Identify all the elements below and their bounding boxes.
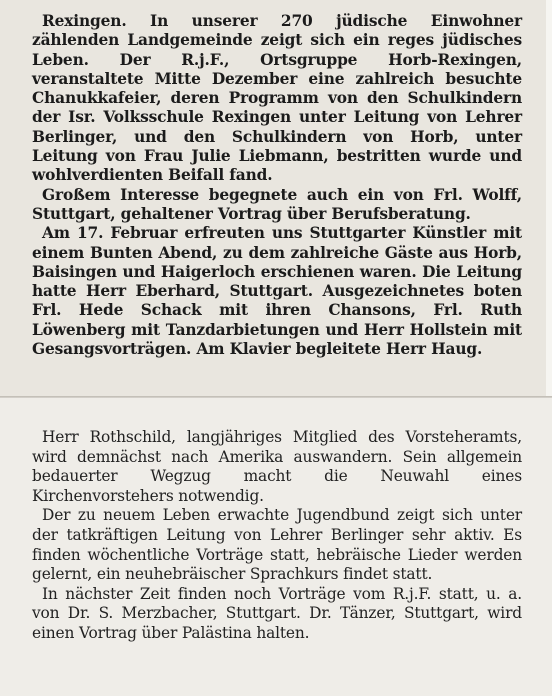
article-paragraph: Großem Interesse begegnete auch ein von Frl. Wolff, Stuttgart, gehaltener Vortrag über Berufsberatung. (32, 185, 522, 223)
article-paragraph: In nächster Zeit finden noch Vorträge vom R.j.F. statt, u. a. von Dr. S. Merzbacher, Stuttgart. Dr. Tänzer, Stuttgart, wird einen Vortrag über Palästina halten. (32, 584, 522, 642)
article-paragraph: Am 17. Februar erfreuten uns Stuttgarter Künstler mit einem Bunten Abend, zu dem zahlreiche Gäste aus Horb, Baisingen und Haigerloch erschienen waren. Die Leitung hatte Herr Eberhard, Stuttgart. Ausgezeichnetes boten Frl. Hede Schack mit ihren Chansons, Frl. Ruth Löwenberg mit Tanzdarbietungen und Herr Hollstein mit Gesangsvorträgen. Am Klavier begleitete Herr Haug. (32, 224, 522, 359)
article-paragraph (32, 12, 522, 186)
place-heading: Rexingen. (42, 12, 127, 30)
article-paragraph: Herr Rothschild, langjähriges Mitglied des Vorsteheramts, wird demnächst nach Amerika auswandern. Sein allgemein bedauerter Wegzug macht die Neuwahl eines Kirchenvorstehers notwendig. (32, 428, 522, 505)
newspaper-clipping-community-news (0, 398, 552, 696)
article-column (32, 12, 522, 359)
paragraph-text: In unserer 270 jüdische Einwohner zählenden Landgemeinde zeigt sich ein reges jüdisches Leben. Der R.j.F., Ortsgruppe Horb-Rexingen, veranstaltete Mitte Dezember eine zahlreich besuchte Chanukkafeier, deren Programm von den Schulkindern der Isr. Volksschule Rexingen unter Leitung von Lehrer Berlinger, und den Schulkindern von Horb, unter Leitung von Frau Julie Liebmann, bestritten wurde und wohlverdienten Beifall fand. (32, 12, 522, 185)
clipping-edge (546, 0, 552, 398)
article-paragraph: Der zu neuem Leben erwachte Jugendbund zeigt sich unter der tatkräftigen Leitung von Lehrer Berlinger sehr aktiv. Es finden wöchentliche Vorträge statt, hebräische Lieder werden gelernt, ein neuhebräischer Sprachkurs findet statt. (32, 506, 522, 584)
article-column (32, 428, 522, 644)
